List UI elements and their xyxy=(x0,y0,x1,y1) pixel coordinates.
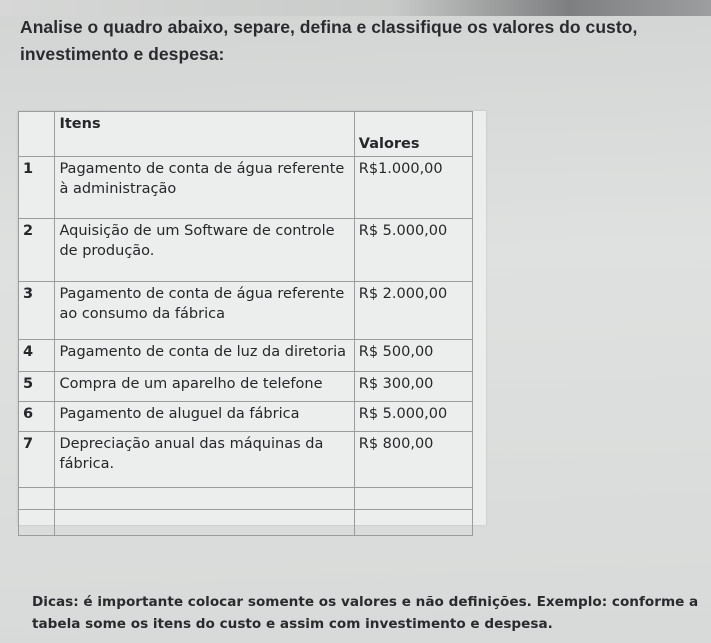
row-value: R$ 5.000,00 xyxy=(354,219,472,282)
row-number: 4 xyxy=(19,340,55,372)
row-item: Pagamento de conta de água referente à administração xyxy=(55,157,354,219)
row-item: Aquisição de um Software de controle de produção. xyxy=(55,219,354,282)
table-row xyxy=(19,402,473,432)
table-row-empty xyxy=(19,488,473,510)
row-value: R$ 2.000,00 xyxy=(354,282,472,340)
row-value xyxy=(354,488,472,510)
row-number xyxy=(19,488,55,510)
table-row xyxy=(19,282,473,340)
header-items: Itens xyxy=(55,112,354,157)
row-number: 3 xyxy=(19,282,55,340)
row-value: R$ 800,00 xyxy=(354,432,472,488)
row-item: Pagamento de aluguel da fábrica xyxy=(55,402,354,432)
row-number: 2 xyxy=(19,219,55,282)
row-number: 1 xyxy=(19,157,55,219)
row-item xyxy=(55,510,354,536)
row-number: 7 xyxy=(19,432,55,488)
row-value xyxy=(354,510,472,536)
question-text: Analise o quadro abaixo, separe, defina e classifique os valores do custo, investimento e despesa: xyxy=(20,17,638,64)
table-row-empty xyxy=(19,510,473,536)
row-value: R$1.000,00 xyxy=(354,157,472,219)
row-number: 6 xyxy=(19,402,55,432)
table-row xyxy=(19,432,473,488)
row-item: Pagamento de conta de luz da diretoria xyxy=(55,340,354,372)
header-values: Valores xyxy=(354,112,472,157)
table-row xyxy=(19,157,473,219)
row-value: R$ 5.000,00 xyxy=(354,402,472,432)
row-item: Compra de um aparelho de telefone xyxy=(55,372,354,402)
cost-table xyxy=(18,111,473,536)
row-value: R$ 300,00 xyxy=(354,372,472,402)
tips-text: Dicas: é importante colocar somente os valores e não definições. Exemplo: conforme a tabela some os itens do custo e assim com investimento e despesa. xyxy=(32,594,699,632)
row-number: 5 xyxy=(19,372,55,402)
row-item: Depreciação anual das máquinas da fábrica. xyxy=(55,432,354,488)
row-number xyxy=(19,510,55,536)
row-item: Pagamento de conta de água referente ao consumo da fábrica xyxy=(55,282,354,340)
table-header-row xyxy=(19,112,473,157)
table-row xyxy=(19,372,473,402)
table-card xyxy=(18,111,486,525)
header-number-cell xyxy=(19,112,55,157)
row-value: R$ 500,00 xyxy=(354,340,472,372)
table-row xyxy=(19,219,473,282)
row-item xyxy=(55,488,354,510)
table-row xyxy=(19,340,473,372)
